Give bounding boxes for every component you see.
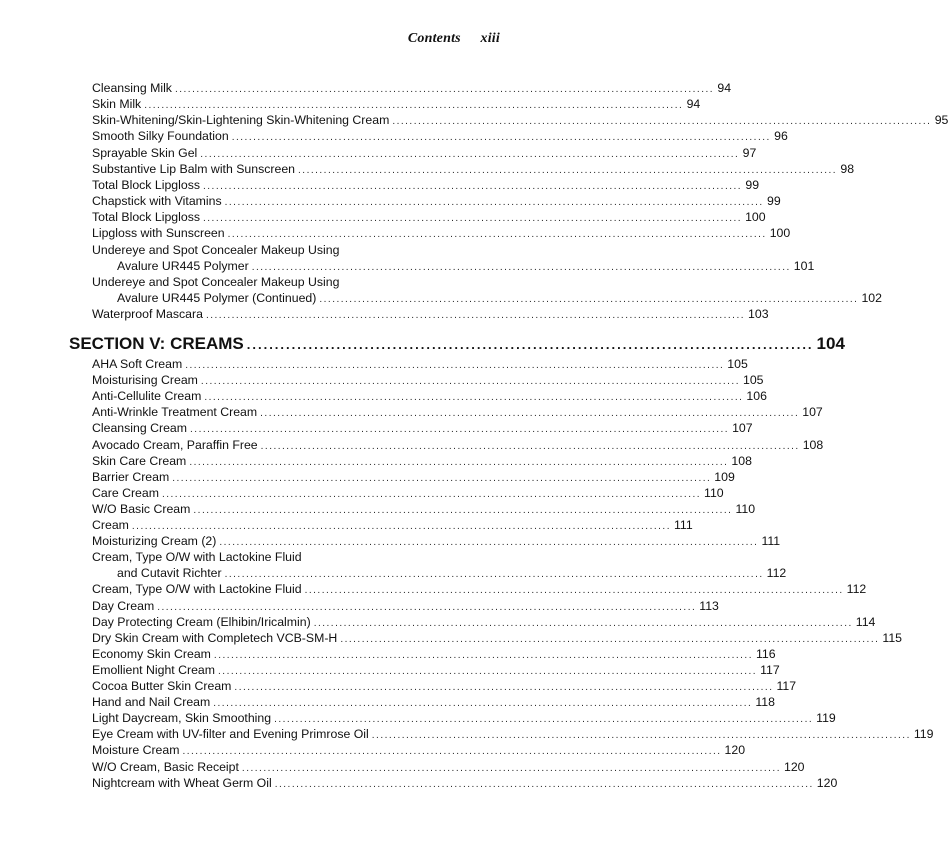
toc-entry-page: 97 [742,145,757,160]
toc-entry [92,678,797,694]
toc-entry-page: 102 [861,290,882,305]
toc-entry [92,209,766,225]
toc-entry-page: 113 [699,598,719,613]
dot-leader: .............................................................................................................................. [274,714,814,726]
toc-entry [92,581,867,597]
toc-entry-title: Dry Skin Cream with Completech VCB-SM-H [92,630,338,645]
toc-entry [92,614,876,630]
toc-entry [92,128,788,144]
toc-entry [92,485,724,501]
dot-leader: .............................................................................................................................. [231,132,771,144]
toc-entry-title: Lipgloss with Sunscreen [92,226,225,241]
toc-entry [92,242,499,258]
toc-entry-title: Avalure UR445 Polymer [117,258,249,273]
dot-leader: .............................................................................................................................. [304,585,844,597]
dot-leader: .............................................................................................................................. [340,633,880,645]
toc-entry-page: 112 [766,566,787,581]
dot-leader: .............................................................................................................................. [200,376,740,388]
toc-entry-title: Sprayable Skin Gel [92,145,198,160]
dot-leader: .............................................................................................................................. [172,472,712,484]
toc-entry-title: W/O Cream, Basic Receipt [92,759,239,774]
toc-entry-title: Cream, Type O/W with Lactokine Fluid [92,582,302,597]
header-title: Contents [407,31,461,46]
dot-leader: .............................................................................................................................. [371,730,911,742]
dot-leader: .............................................................................................................................. [313,617,853,629]
toc-entry-title: Total Block Lipgloss [92,177,200,192]
toc-entry-page: 120 [724,743,746,758]
dot-leader: .............................................................................................................................. [161,488,702,500]
dot-leader: .............................................................................................................................. [213,649,753,661]
toc-entry-title: Nightcream with Wheat Germ Oil [92,775,272,790]
toc-entry-title: W/O Basic Cream [92,501,191,516]
toc-entry-title: Moisturizing Cream (2) [92,534,217,549]
dot-leader: .............................................................................................................................. [274,778,814,790]
header-page-number: xiii [480,31,500,46]
toc-entry [92,646,776,662]
toc-entry-title: Avocado Cream, Paraffin Free [92,437,258,452]
toc-entry-page: 101 [793,258,815,273]
toc-entry-title: Undereye and Spot Concealer Makeup Using [92,242,340,257]
toc-entry [92,598,719,614]
dot-leader: .............................................................................................................................. [193,504,733,516]
toc-entry-page: 95 [934,113,948,128]
dot-leader: .............................................................................................................................. [200,148,740,160]
toc-entry-page: 100 [745,210,766,225]
toc-entry [92,356,748,372]
toc-entry [92,549,499,565]
dot-leader: .............................................................................................................................. [203,213,743,225]
dot-leader: .............................................................................................................................. [190,424,730,436]
toc-entry [92,145,757,161]
toc-entry-title: Avalure UR445 Polymer (Continued) [117,290,317,305]
dot-leader: .............................................................................................................................. [203,180,743,192]
toc-entry-title: and Cutavit Richter [117,566,222,581]
dot-leader: ..................................................................................................... [246,337,814,352]
toc-entry-title: AHA Soft Cream [92,357,183,371]
dot-leader: .............................................................................................................................. [182,746,722,758]
toc-entry-title: Smooth Silky Foundation [92,129,229,144]
toc-entry-title: Substantive Lip Balm with Sunscreen [92,161,296,176]
toc-entry [92,193,781,209]
toc-entry-title: Cocoa Butter Skin Cream [92,679,232,693]
toc-entry-title: Cleansing Milk [92,81,172,95]
dot-leader: .............................................................................................................................. [189,456,729,468]
section-title: SECTION V: CREAMS [69,334,244,353]
toc-entry [92,775,838,791]
toc-entry-page: 103 [748,307,769,322]
toc-entry-title: Cleansing Cream [92,421,188,436]
toc-entry-title: Day Cream [92,598,155,613]
toc-entry [92,388,767,404]
toc-entry-page: 119 [816,711,836,726]
toc-entry [117,565,787,581]
toc-entry-page: 117 [760,662,780,677]
dot-leader: .............................................................................................................................. [185,360,725,371]
toc-entry [92,225,791,241]
toc-entry-title: Moisturising Cream [92,373,198,388]
toc-entry [92,112,948,128]
toc-entry-title: Waterproof Mascara [92,307,203,322]
toc-entry-page: 109 [714,469,735,484]
toc-entry-page: 99 [767,194,781,209]
toc-entry-page: 105 [743,373,764,388]
toc-entry [92,453,752,469]
dot-leader: .............................................................................................................................. [157,601,697,613]
toc-entry-title: Barrier Cream [92,469,170,484]
running-header [408,31,500,47]
toc-entry [92,469,735,485]
toc-entry [92,372,764,388]
toc-entry [92,533,781,549]
toc-entry-page: 118 [755,695,775,710]
toc-entry [92,274,499,290]
dot-leader: .............................................................................................................................. [319,293,859,305]
toc-entry [92,742,746,758]
toc-entry-title: Economy Skin Cream [92,646,211,661]
toc-entry [92,662,780,678]
toc-entry-page: 94 [717,81,732,95]
dot-leader: .............................................................................................................................. [224,569,764,581]
toc-entry-page: 96 [774,129,788,144]
toc-entry-page: 94 [686,97,701,112]
toc-entry-page: 114 [855,614,876,629]
toc-entry-title: Day Protecting Cream (Elhibin/Iricalmin) [92,614,311,629]
toc-entry-page: 110 [735,501,756,516]
toc-entry-page: 115 [882,630,902,645]
toc-entry [92,306,769,322]
toc-entry-page: 107 [802,405,823,420]
dot-leader: .............................................................................................................................. [174,84,715,95]
toc-entry-page: 112 [846,582,867,597]
toc-entry-page: 116 [756,646,776,661]
toc-entry-title: Hand and Nail Cream [92,695,211,710]
toc-entry [92,437,824,453]
toc-entry-page: 120 [784,759,805,774]
toc-entry-title: Undereye and Spot Concealer Makeup Using [92,274,340,289]
dot-leader: .............................................................................................................................. [241,762,781,774]
dot-leader: .............................................................................................................................. [224,197,764,209]
dot-leader: .............................................................................................................................. [251,261,791,273]
toc-entry-page: 111 [761,534,781,549]
toc-entry-page: 98 [840,161,855,176]
toc-entry [117,258,815,274]
toc-entry-title: Light Daycream, Skin Smoothing [92,711,272,726]
section-page-number: 104 [816,334,845,353]
toc-entry-page: 107 [732,421,753,436]
toc-entry-title: Skin Care Cream [92,453,187,468]
dot-leader: .............................................................................................................................. [234,682,774,693]
toc-entry [92,630,902,646]
toc-entry-page: 111 [673,518,693,532]
toc-entry-page: 108 [731,453,752,468]
dot-leader: .............................................................................................................................. [298,164,838,176]
toc-entry [92,96,701,112]
toc-entry [92,404,823,420]
toc-entry-title: Skin-Whitening/Skin-Lightening Skin-Whitening Cream [92,113,390,128]
dot-leader: .............................................................................................................................. [144,100,684,112]
toc-entry [117,290,882,306]
section-heading [69,333,845,355]
dot-leader: .............................................................................................................................. [205,310,746,322]
toc-entry-title: Moisture Cream [92,743,180,758]
toc-entry-title: Chapstick with Vitamins [92,194,222,209]
toc-entry-page: 108 [802,437,824,452]
toc-entry-page: 106 [746,389,767,404]
dot-leader: .............................................................................................................................. [213,698,753,710]
dot-leader: .............................................................................................................................. [392,116,932,128]
toc-entry [92,694,775,710]
toc-entry [92,517,693,533]
dot-leader: .............................................................................................................................. [204,392,744,404]
dot-leader: .............................................................................................................................. [260,440,800,452]
toc-entry-title: Cream, Type O/W with Lactokine Fluid [92,550,302,565]
toc-entry [92,726,934,742]
toc-entry-title: Cream [92,518,129,532]
toc-entry-page: 105 [727,357,748,371]
dot-leader: .............................................................................................................................. [227,229,767,241]
toc-entry [92,177,760,193]
toc-entry-title: Anti-Cellulite Cream [92,389,202,404]
toc-entry-page: 119 [913,727,934,742]
toc-entry-title: Total Block Lipgloss [92,210,200,225]
toc-entry-title: Eye Cream with UV-filter and Evening Primrose Oil [92,727,369,742]
toc-entry-title: Anti-Wrinkle Treatment Cream [92,405,258,420]
toc-entry-title: Skin Milk [92,97,142,112]
toc-entry [92,80,732,96]
toc-entry [92,161,855,177]
toc-entry [92,759,805,775]
toc-entry [92,710,836,726]
toc-entry-title: Care Cream [92,485,159,500]
dot-leader: .............................................................................................................................. [218,665,758,677]
toc-entry [92,420,753,436]
dot-leader: .............................................................................................................................. [260,408,800,420]
toc-entry-page: 110 [704,485,724,500]
toc-entry [92,501,756,517]
dot-leader: .............................................................................................................................. [219,537,759,549]
toc-entry-page: 99 [745,177,760,192]
toc-entry-page: 117 [776,679,797,693]
toc-entry-page: 100 [769,226,791,241]
dot-leader: .............................................................................................................................. [131,521,671,532]
toc-entry-title: Emollient Night Cream [92,662,216,677]
toc-entry-page: 120 [816,775,838,790]
